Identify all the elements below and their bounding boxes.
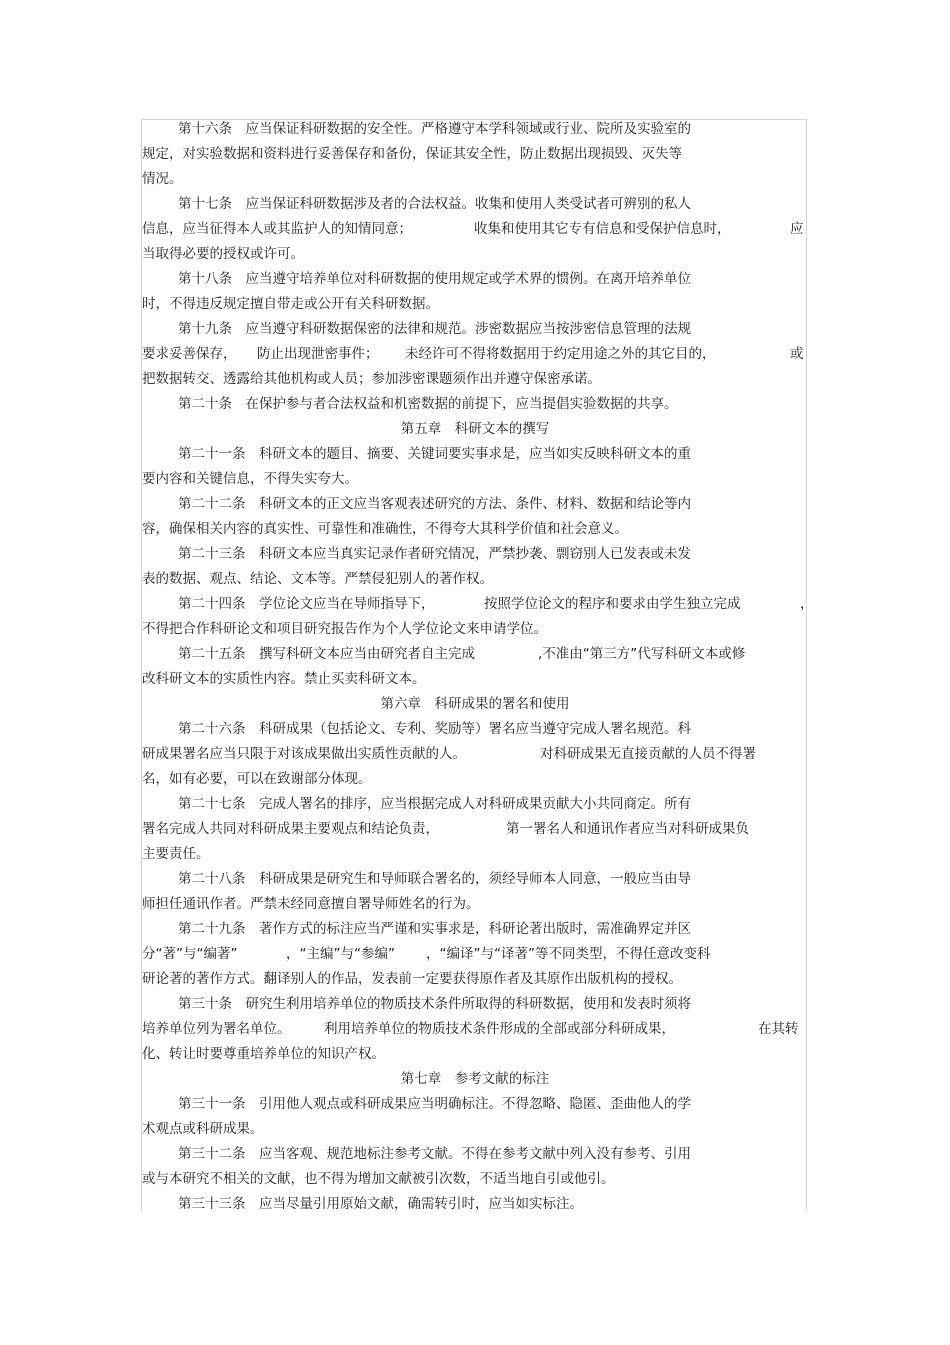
- text-segment: 第三十三条 应当尽量引用原始文献，确需转引时，应当如实标注。: [178, 1196, 583, 1212]
- text-line: [142, 894, 480, 914]
- text-line: [178, 544, 691, 564]
- text-segment: ,不准由“第三方”代写科研文本或修: [538, 646, 746, 662]
- text-segment: 利用培养单位的物质技术条件形成的全部或部分科研成果，: [324, 1021, 675, 1037]
- text-segment: 对科研成果无直接贡献的人员不得署: [540, 746, 756, 762]
- text-line: [142, 769, 372, 789]
- text-line: [0, 594, 950, 614]
- text-segment: 第三十一条 引用他人观点或科研成果应当明确标注。不得忽略、隐匿、歪曲他人的学: [178, 1096, 691, 1112]
- text-segment: 第二十八条 科研成果是研究生和导师联合署名的，须经导师本人同意，一般应当由导: [178, 871, 691, 887]
- text-line: [142, 569, 493, 589]
- text-line: [178, 869, 691, 889]
- text-segment: 第三十条 研究生利用培养单位的物质技术条件所取得的科研数据，使用和发表时须将: [178, 996, 691, 1012]
- text-line: [178, 319, 691, 339]
- text-segment: 当取得必要的授权或许可。: [142, 246, 304, 262]
- text-segment: 改科研文本的实质性内容。禁止买卖科研文本。: [142, 671, 426, 687]
- text-line: [142, 844, 210, 864]
- text-segment: 规定，对实验数据和资料进行妥善保存和备份，保证其安全性，防止数据出现损毁、灭失等: [142, 146, 682, 162]
- text-segment: 第一署名人和通讯作者应当对科研成果负: [506, 821, 749, 837]
- text-segment: 或: [790, 346, 804, 362]
- text-line: [178, 394, 678, 414]
- text-segment: 第二十九条 著作方式的标注应当严谨和实事求是，科研论著出版时，需准确界定并区: [178, 921, 691, 937]
- text-line: [178, 1094, 691, 1114]
- text-segment: 按照学位论文的程序和要求由学生独立完成: [484, 596, 741, 612]
- text-line: [178, 444, 691, 464]
- text-segment: 第二十二条 科研文本的正文应当客观表述研究的方法、条件、材料、数据和结论等内: [178, 496, 691, 512]
- text-segment: 防止出现泄密事件；: [257, 346, 379, 362]
- text-line: [142, 619, 547, 639]
- text-line: [142, 669, 426, 689]
- text-segment: 第十六条 应当保证科研数据的安全性。严格遵守本学科领域或行业、院所及实验室的: [178, 121, 691, 137]
- text-line: [178, 194, 691, 214]
- text-segment: 应: [790, 221, 804, 237]
- text-segment: 第十八条 应当遵守培养单位对科研数据的使用规定或学术界的惯例。在离开培养单位: [178, 271, 691, 287]
- text-segment: 容，确保相关内容的真实性、可靠性和准确性，不得夸大其科学价值和社会意义。: [142, 521, 628, 537]
- text-segment: 第二十一条 科研文本的题目、摘要、关键词要实事求是，应当如实反映科研文本的重: [178, 446, 691, 462]
- text-segment: 研论著的著作方式。翻译别人的作品，发表前一定要获得原作者及其原作出版机构的授权。: [142, 971, 682, 987]
- text-line: [178, 719, 691, 739]
- text-line: [142, 519, 628, 539]
- text-segment: ，“主编”与“参编”: [286, 946, 395, 962]
- text-segment: 第二十六条 科研成果（包括论文、专利、奖励等）署名应当遵守完成人署名规范。科: [178, 721, 691, 737]
- text-segment: 不得把合作科研论文和项目研究报告作为个人学位论文来申请学位。: [142, 621, 547, 637]
- text-line: [178, 794, 691, 814]
- text-segment: 未经许可不得将数据用于约定用途之外的其它目的，: [405, 346, 716, 362]
- text-segment: 名，如有必要，可以在致谢部分体现。: [142, 771, 372, 787]
- text-segment: 第二十五条 撰写科研文本应当由研究者自主完成: [178, 646, 475, 662]
- text-line: [0, 344, 950, 364]
- chapter-heading: [0, 1069, 950, 1089]
- text-segment: 时，不得违反规定擅自带走或公开有关科研数据。: [142, 296, 439, 312]
- text-line: [178, 494, 691, 514]
- text-segment: 第十七条 应当保证科研数据涉及者的合法权益。收集和使用人类受试者可辨别的私人: [178, 196, 691, 212]
- chapter-heading-text: 第六章 科研成果的署名和使用: [380, 696, 570, 712]
- text-line: [0, 744, 950, 764]
- text-line: [178, 1144, 691, 1164]
- text-segment: 署名完成人共同对科研成果主要观点和结论负责，: [142, 821, 439, 837]
- text-segment: 或与本研究不相关的文献，也不得为增加文献被引次数，不适当地自引或他引。: [142, 1171, 615, 1187]
- text-segment: 在其转: [758, 1021, 799, 1037]
- text-line: [178, 1194, 583, 1214]
- text-segment: 师担任通讯作者。严禁未经同意擅自署导师姓名的行为。: [142, 896, 480, 912]
- text-line: [142, 294, 439, 314]
- text-line: [142, 169, 183, 189]
- text-line: [178, 269, 691, 289]
- text-line: [142, 469, 358, 489]
- text-line: [142, 369, 601, 389]
- text-line: [142, 244, 304, 264]
- text-segment: 研成果署名应当只限于对该成果做出实质性贡献的人。: [142, 746, 466, 762]
- text-line: [142, 144, 682, 164]
- chapter-heading-text: 第五章 科研文本的撰写: [400, 421, 550, 437]
- text-line: [142, 969, 682, 989]
- text-segment: ，“编译”与“译著”等不同类型，不得任意改变科: [426, 946, 711, 962]
- text-segment: 情况。: [142, 171, 183, 187]
- text-segment: 分“著”与“编著”: [142, 946, 238, 962]
- chapter-heading: [0, 694, 950, 714]
- chapter-heading: [0, 419, 950, 439]
- text-segment: ，: [800, 596, 814, 612]
- text-line: [178, 919, 691, 939]
- text-line: [142, 1169, 615, 1189]
- text-segment: 第二十三条 科研文本应当真实记录作者研究情况，严禁抄袭、剽窃别人已发表或未发: [178, 546, 691, 562]
- text-line: [0, 219, 950, 239]
- text-segment: 要求妥善保存，: [142, 346, 237, 362]
- text-line: [178, 119, 691, 139]
- text-segment: 第二十四条 学位论文应当在导师指导下，: [178, 596, 435, 612]
- text-segment: 培养单位列为署名单位。: [142, 1021, 291, 1037]
- text-line: [0, 944, 950, 964]
- chapter-heading-text: 第七章 参考文献的标注: [400, 1071, 550, 1087]
- text-segment: 主要责任。: [142, 846, 210, 862]
- text-segment: 信息，应当征得本人或其监护人的知情同意；: [142, 221, 412, 237]
- text-segment: 术观点或科研成果。: [142, 1121, 264, 1137]
- text-segment: 第二十条 在保护参与者合法权益和机密数据的前提下，应当提倡实验数据的共享。: [178, 396, 678, 412]
- text-line: [0, 644, 950, 664]
- text-line: [0, 1019, 950, 1039]
- text-line: [0, 819, 950, 839]
- text-segment: 收集和使用其它专有信息和受保护信息时，: [474, 221, 731, 237]
- text-line: [142, 1119, 264, 1139]
- text-segment: 把数据转交、透露给其他机构或人员；参加涉密课题须作出并遵守保密承诺。: [142, 371, 601, 387]
- text-segment: 要内容和关键信息，不得失实夸大。: [142, 471, 358, 487]
- text-segment: 化、转让时要尊重培养单位的知识产权。: [142, 1046, 385, 1062]
- text-segment: 第十九条 应当遵守科研数据保密的法律和规范。涉密数据应当按涉密信息管理的法规: [178, 321, 691, 337]
- text-segment: 表的数据、观点、结论、文本等。严禁侵犯别人的著作权。: [142, 571, 493, 587]
- text-line: [142, 1044, 385, 1064]
- text-line: [178, 994, 691, 1014]
- text-segment: 第三十二条 应当客观、规范地标注参考文献。不得在参考文献中列入没有参考、引用: [178, 1146, 691, 1162]
- text-segment: 第二十七条 完成人署名的排序，应当根据完成人对科研成果贡献大小共同商定。所有: [178, 796, 691, 812]
